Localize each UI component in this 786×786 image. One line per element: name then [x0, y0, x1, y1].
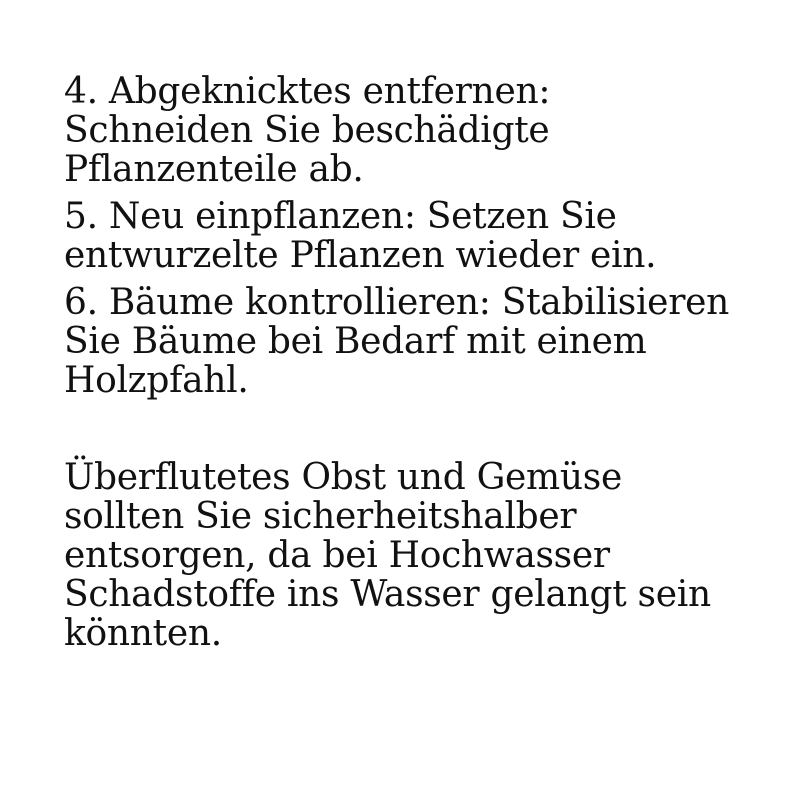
- document-page: [64, 72, 744, 653]
- step-5-text: 5. Neu einpflanzen: Setzen Sie entwurzelte Pflanzen wieder ein.: [64, 196, 657, 276]
- step-4-text: 4. Abgeknicktes entfernen: Schneiden Sie beschädigte Pflanzenteile ab.: [64, 71, 551, 190]
- step-6-text: 6. Bäume kontrollieren: Stabilisieren Sie Bäume bei Bedarf mit einem Holzpfahl.: [64, 282, 729, 401]
- flood-produce-note: Überflutetes Obst und Gemüse sollten Sie sicherheitshalber entsorgen, da bei Hochwasser Schadstoffe ins Wasser gelangt sein könnten.: [64, 457, 711, 654]
